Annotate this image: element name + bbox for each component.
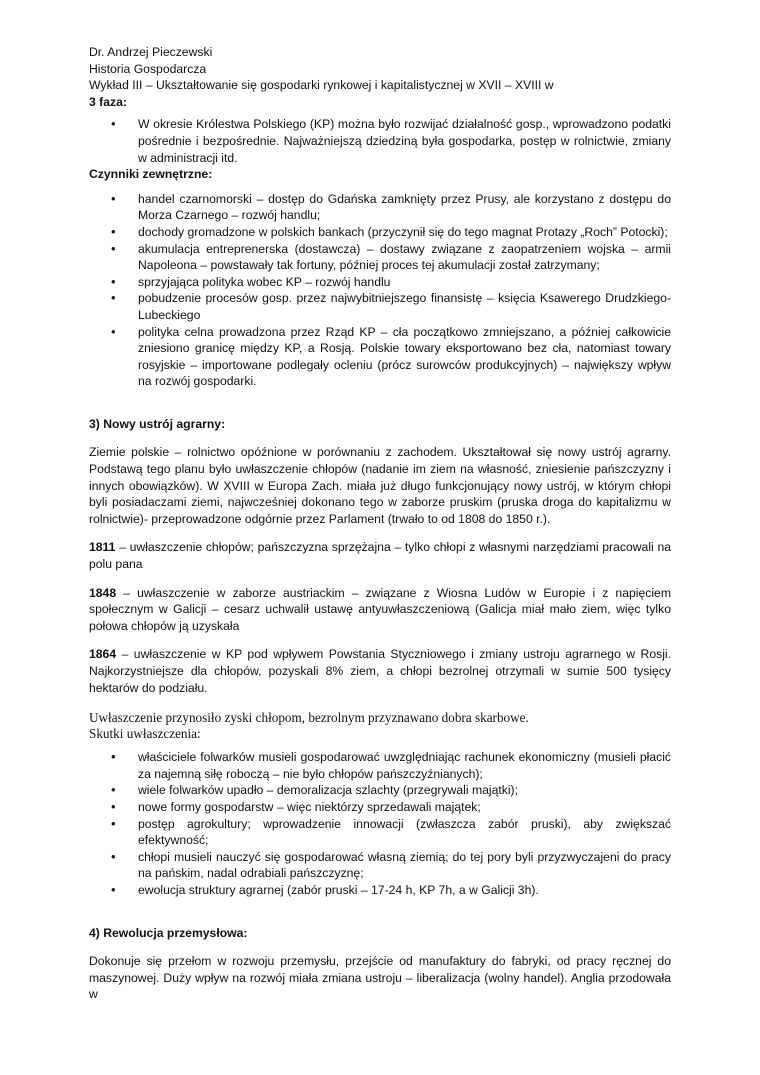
list-item: • sprzyjająca polityka wobec KP – rozwój handlu [89,274,671,291]
section-3-heading: 3) Nowy ustrój agrarny: [89,416,226,431]
list-item: • pobudzenie procesów gosp. przez najwybitniejszego finansistę – księcia Ksawerego Drudzkiego-Lubeckiego [89,290,671,323]
entry-text: – uwłaszczenie w zaborze austriackim – związane z Wiosna Ludów w Europie i z napięciem społecznym w Galicji – cesarz uchwalił ustawę antyuwłaszczeniową (Galicja miał mało ziem, więc tylko połowa chłopów ją uzyskała [89,585,671,633]
effects-list [89,749,671,898]
entry-year: 1864 [89,647,117,662]
document-header [89,44,671,110]
entry-year: 1848 [89,585,117,600]
external-factors-list [89,191,671,390]
list-item: • W okresie Królestwa Polskiego (KP) można było rozwijać działalność gosp., wprowadzono podatki pośrednie i bezpośrednie. Najważniejszą dziedziną była gospodarka, postęp w rolnictwie, zmiany w administracji itd. [89,116,671,166]
external-factors-heading: Czynniki zewnętrzne: [89,167,213,182]
entry-1848 [89,585,671,635]
phase-heading: 3 faza: [89,94,127,109]
list-item: • właściciele folwarków musieli gospodarować uwzględniając rachunek ekonomiczny (musieli płacić za najemną siłę roboczą – nie było chłopów pańszczyźnianych); [89,749,671,782]
list-item: • polityka celna prowadzona przez Rząd KP – cła początkowo zmniejszano, a później całkowicie zniesiono granicę między KP, a Rosją. Polskie towary eksportowano bez cła, natomiast towary rosyjskie – importowane podlegały ocleniu (prócz surowców produkcyjnych) – największy wpływ na rozwój gospodarki. [89,324,671,390]
lecture-title: Wykład III – Ukształtowanie się gospodarki rynkowej i kapitalistycznej w XVII – XVIII w [89,78,554,93]
entry-1811 [89,539,671,572]
section-3-intro: Ziemie polskie – rolnictwo opóźnione w porównaniu z zachodem. Ukształtował się nowy ustrój agrarny. Podstawą tego planu było uwłaszczenie chłopów (nadanie im ziem na własność, zniesienie pańszczyzny i innych obowiązków). W XVIII w Europa Zach. miała już długo funkcjonujący nowy ustrój, w którym chłopi byli posiadaczami ziemi, najwcześniej dokonano tego w zaborze pruskim (pruska droga do kapitalizmu w rolnictwie)- przeprowadzone odgórnie przez Parlament (trwało to od 1808 do 1850 r.). [89,445,671,526]
entry-year: 1811 [89,540,116,555]
section-4-heading: 4) Rewolucja przemysłowa: [89,925,248,940]
list-item: • ewolucja struktury agrarnej (zabór pruski – 17-24 h, KP 7h, a w Galicji 3h). [89,882,671,899]
effects-heading: Skutki uwłaszczenia: [89,725,201,741]
list-item: • nowe formy gospodarstw – więc niektórzy sprzedawali majątek; [89,799,671,816]
entry-1864 [89,646,671,696]
list-item: • dochody gromadzone w polskich bankach (przyczynił się do tego magnat Protazy „Roch” Potocki); [89,224,671,241]
list-item: • chłopi musieli nauczyć się gospodarować własną ziemią; do tej pory byli przyzwyczajeni do pracy na pańskim, nadal odrabiali pańszczyznę; [89,849,671,882]
list-item: • akumulacja entreprenerska (dostawcza) – dostawy związane z zaopatrzeniem wojska – armii Napoleona – powstawały tak fortuny, później proces tej akumulacji został zatrzymany; [89,241,671,274]
section-4-intro: Dokonuje się przełom w rozwoju przemysłu, przejście od manufaktury do fabryki, od pracy ręcznej do maszynowej. Duży wpływ na rozwój miała zmiana ustroju – liberalizacja (wolny handel). Anglia przodowała w [89,954,671,1002]
list-item: • wiele folwarków upadło – demoralizacja szlachty (przegrywali majątki); [89,782,671,799]
entry-text: – uwłaszczenie chłopów; pańszczyzna sprzężajna – tylko chłopi z własnymi narzędziami pracowali na polu pana [89,540,671,572]
document-page [89,44,671,1003]
phase-bullet-list [89,116,671,166]
subject-line: Historia Gospodarcza [89,61,207,76]
list-item: • postęp agrokultury; wprowadzenie innowacji (zwłaszcza zabór pruski), aby zwiększać efektywność; [89,816,671,849]
uwlaszczenie-note: Uwłaszczenie przynosiło zyski chłopom, bezrolnym przyznawano dobra skarbowe. [89,710,529,726]
list-item: • handel czarnomorski – dostęp do Gdańska zamknięty przez Prusy, ale korzystano z dostępu do Morza Czarnego – rozwój handlu; [89,191,671,224]
author-line: Dr. Andrzej Pieczewski [89,45,213,59]
entry-text: – uwłaszczenie w KP pod wpływem Powstania Styczniowego i zmiany ustroju agrarnego w Rosji. Najkorzystniejsze dla chłopów, pozyskali 8% ziem, a chłopi bezrolnej otrzymali w sumie 500 tysięcy hektarów do podziału. [89,647,671,695]
